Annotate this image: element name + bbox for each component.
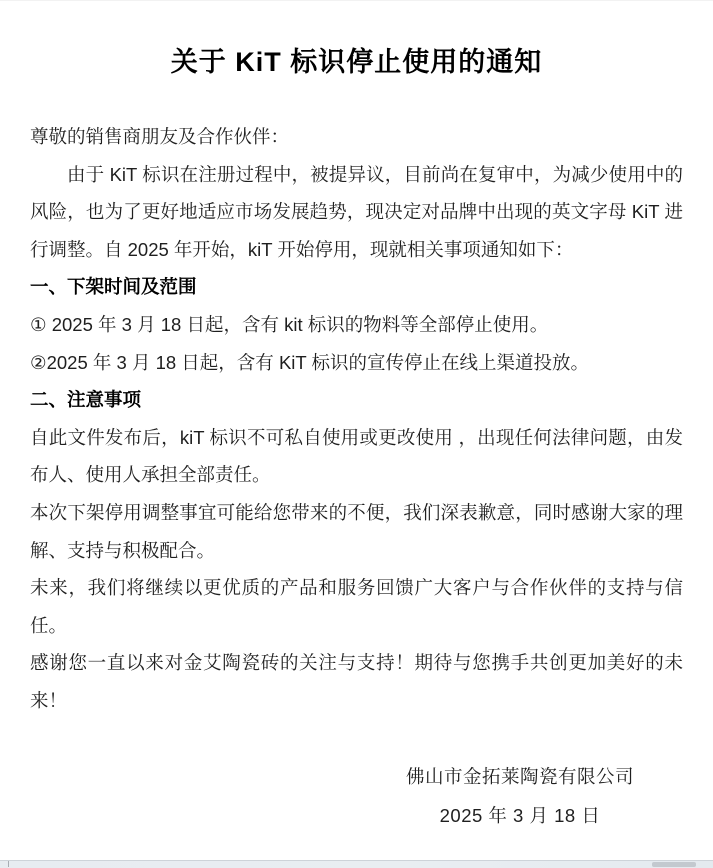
signature-date: 2025 年 3 月 18 日: [439, 804, 601, 826]
notice-item-2: ②2025 年 3 月 18 日起，含有 KiT 标识的宣传停止在线上渠道投放。: [30, 351, 590, 373]
body-paragraph-liability: 自此文件发布后，kiT 标识不可私自使用或更改使用 ，出现任何法律问题，由发布人、使用人承担全部责任。: [30, 426, 683, 486]
body-paragraph-future: 未来，我们将继续以更优质的产品和服务回馈广大客户与合作伙伴的支持与信任。: [30, 577, 683, 636]
salutation: 尊敬的销售商朋友及合作伙伴：: [30, 126, 290, 147]
signature-block: [406, 757, 634, 835]
signature-company: 佛山市金拓莱陶瓷有限公司: [405, 765, 634, 787]
intro-paragraph: 由于 KiT 标识在注册过程中，被提异议，目前尚在复审中，为减少使用中的风险，也为了更好地适应市场发展趋势，现决定对品牌中出现的英文字母 KiT 进行调整。自 2025 年开始，kiT 开始停用，现就相关事项通知如下：: [30, 163, 683, 260]
body-paragraph-apology: 本次下架停用调整事宜可能给您带来的不便，我们深表歉意，同时感谢大家的理解、支持与积极配合。: [30, 501, 683, 561]
section2-heading: 二、注意事项: [30, 389, 142, 411]
scrollbar-left-tick: [8, 861, 9, 867]
notice-item-1: ① 2025 年 3 月 18 日起，含有 kit 标识的物料等全部停止使用。: [30, 313, 549, 335]
document-content: [0, 1, 713, 835]
horizontal-scrollbar[interactable]: [0, 860, 713, 868]
scrollbar-thumb[interactable]: [652, 862, 696, 867]
section1-heading: 一、下架时间及范围: [30, 276, 197, 298]
document-title: 关于 KiT 标识停止使用的通知: [170, 47, 543, 77]
body-paragraph-thanks: 感谢您一直以来对金艾陶瓷砖的关注与支持！期待与您携手共创更加美好的未来！: [30, 652, 683, 711]
